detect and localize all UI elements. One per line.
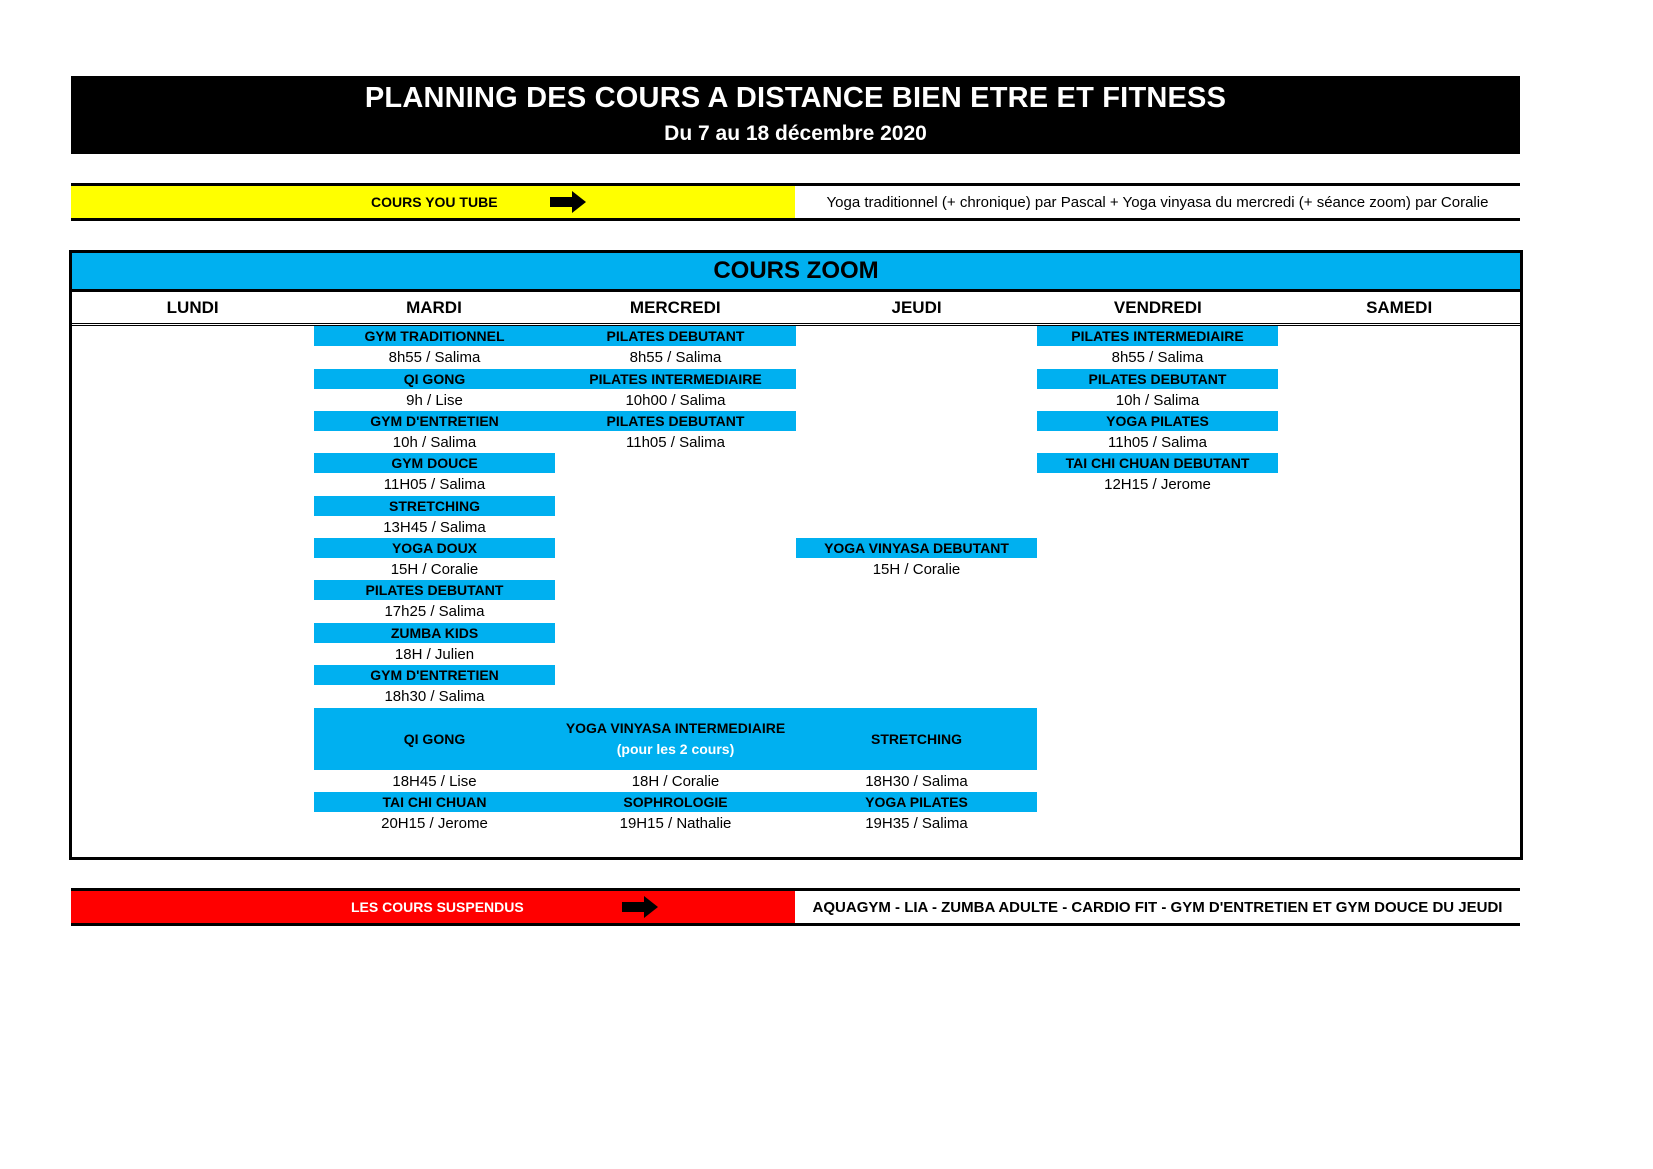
day-lundi: LUNDI xyxy=(166,297,219,317)
course-name: ZUMBA KIDS xyxy=(314,623,555,643)
course-time: 20H15 / Jerome xyxy=(381,814,488,832)
course-time: 8h55 / Salima xyxy=(388,348,481,366)
suspended-bar xyxy=(71,888,1520,926)
course-time: 10h / Salima xyxy=(392,433,477,451)
course-slot xyxy=(555,411,796,453)
course-slot xyxy=(1037,411,1278,453)
course-time: 18H30 / Salima xyxy=(865,772,968,790)
course-name: PILATES DEBUTANT xyxy=(314,580,555,600)
course-time: 18H / Julien xyxy=(394,645,475,663)
course-name: QI GONG xyxy=(314,708,555,770)
course-slot xyxy=(555,792,796,834)
youtube-label: COURS YOU TUBE xyxy=(371,194,498,210)
course-name: PILATES INTERMEDIAIRE xyxy=(555,369,796,389)
course-name: STRETCHING xyxy=(314,496,555,516)
course-name: YOGA PILATES xyxy=(1037,411,1278,431)
course-slot xyxy=(314,411,555,453)
course-time: 12H15 / Jerome xyxy=(1104,475,1211,493)
suspended-label-cell xyxy=(71,891,795,923)
course-name: PILATES DEBUTANT xyxy=(555,326,796,346)
course-name: TAI CHI CHUAN DEBUTANT xyxy=(1037,453,1278,473)
course-slot xyxy=(796,538,1037,580)
course-name: GYM TRADITIONNEL xyxy=(314,326,555,346)
youtube-text: Yoga traditionnel (+ chronique) par Pascal + Yoga vinyasa du mercredi (+ séance zoom) par Coralie xyxy=(826,193,1489,211)
course-time: 9h / Lise xyxy=(406,391,463,409)
course-name: PILATES DEBUTANT xyxy=(1037,369,1278,389)
course-slot xyxy=(1037,369,1278,411)
course-time: 13H45 / Salima xyxy=(383,518,486,536)
course-slot xyxy=(314,369,555,411)
page-title: PLANNING DES COURS A DISTANCE BIEN ETRE ET FITNESS xyxy=(364,82,1227,114)
course-slot xyxy=(314,453,555,495)
course-slot xyxy=(796,792,1037,834)
course-time: 15H / Coralie xyxy=(872,560,961,578)
course-time: 17h25 / Salima xyxy=(384,602,485,620)
course-slot xyxy=(314,580,555,622)
course-slot xyxy=(1037,326,1278,368)
course-name: YOGA VINYASA INTERMEDIAIRE xyxy=(565,720,786,736)
days-header xyxy=(72,292,1520,326)
course-slot xyxy=(314,623,555,665)
suspended-label: LES COURS SUSPENDUS xyxy=(351,899,524,915)
course-slot xyxy=(314,792,555,834)
page-header xyxy=(71,76,1520,154)
course-slot xyxy=(555,369,796,411)
course-name: SOPHROLOGIE xyxy=(555,792,796,812)
course-slot xyxy=(314,326,555,368)
youtube-bar xyxy=(71,183,1520,221)
zoom-title: COURS ZOOM xyxy=(72,253,1520,292)
youtube-label-cell xyxy=(71,186,795,218)
day-mardi: MARDI xyxy=(406,297,462,317)
course-name: YOGA DOUX xyxy=(314,538,555,558)
course-name: YOGA PILATES xyxy=(796,792,1037,812)
arrow-right-icon xyxy=(550,191,586,213)
course-name: PILATES INTERMEDIAIRE xyxy=(1037,326,1278,346)
course-slot xyxy=(314,496,555,538)
course-name: YOGA VINYASA DEBUTANT xyxy=(796,538,1037,558)
day-mercredi: MERCREDI xyxy=(629,297,721,317)
suspended-text: AQUAGYM - LIA - ZUMBA ADULTE - CARDIO FIT - GYM D'ENTRETIEN ET GYM DOUCE DU JEUDI xyxy=(812,898,1503,916)
course-time: 8h55 / Salima xyxy=(629,348,722,366)
page-subtitle: Du 7 au 18 décembre 2020 xyxy=(664,122,927,145)
course-name: PILATES DEBUTANT xyxy=(555,411,796,431)
course-name: QI GONG xyxy=(314,369,555,389)
course-slot xyxy=(555,326,796,368)
course-time: 18H / Coralie xyxy=(631,772,720,790)
course-name: STRETCHING xyxy=(796,708,1037,770)
course-time: 11H05 / Salima xyxy=(383,475,486,493)
course-slot xyxy=(796,708,1037,792)
course-slot xyxy=(314,538,555,580)
course-note: (pour les 2 cours) xyxy=(616,741,735,757)
day-samedi: SAMEDI xyxy=(1366,297,1433,317)
course-name: GYM D'ENTRETIEN xyxy=(314,411,555,431)
course-slot xyxy=(314,708,555,792)
course-slot xyxy=(555,708,796,792)
course-time: 18H45 / Lise xyxy=(392,772,477,790)
course-time: 10h / Salima xyxy=(1115,391,1200,409)
day-jeudi: JEUDI xyxy=(891,297,942,317)
course-time: 8h55 / Salima xyxy=(1111,348,1204,366)
course-time: 10h00 / Salima xyxy=(625,391,726,409)
course-name-block xyxy=(555,708,796,770)
course-slot xyxy=(1037,453,1278,495)
day-vendredi: VENDREDI xyxy=(1113,297,1202,317)
course-name: GYM D'ENTRETIEN xyxy=(314,665,555,685)
course-name: GYM DOUCE xyxy=(314,453,555,473)
course-slot xyxy=(314,665,555,707)
course-time: 19H15 / Nathalie xyxy=(619,814,732,832)
arrow-right-icon xyxy=(622,896,658,918)
course-name: TAI CHI CHUAN xyxy=(314,792,555,812)
course-time: 19H35 / Salima xyxy=(865,814,968,832)
course-time: 11h05 / Salima xyxy=(626,433,725,451)
course-time: 11h05 / Salima xyxy=(1108,433,1207,451)
course-time: 18h30 / Salima xyxy=(384,687,485,705)
course-time: 15H / Coralie xyxy=(390,560,479,578)
zoom-schedule xyxy=(69,250,1523,860)
